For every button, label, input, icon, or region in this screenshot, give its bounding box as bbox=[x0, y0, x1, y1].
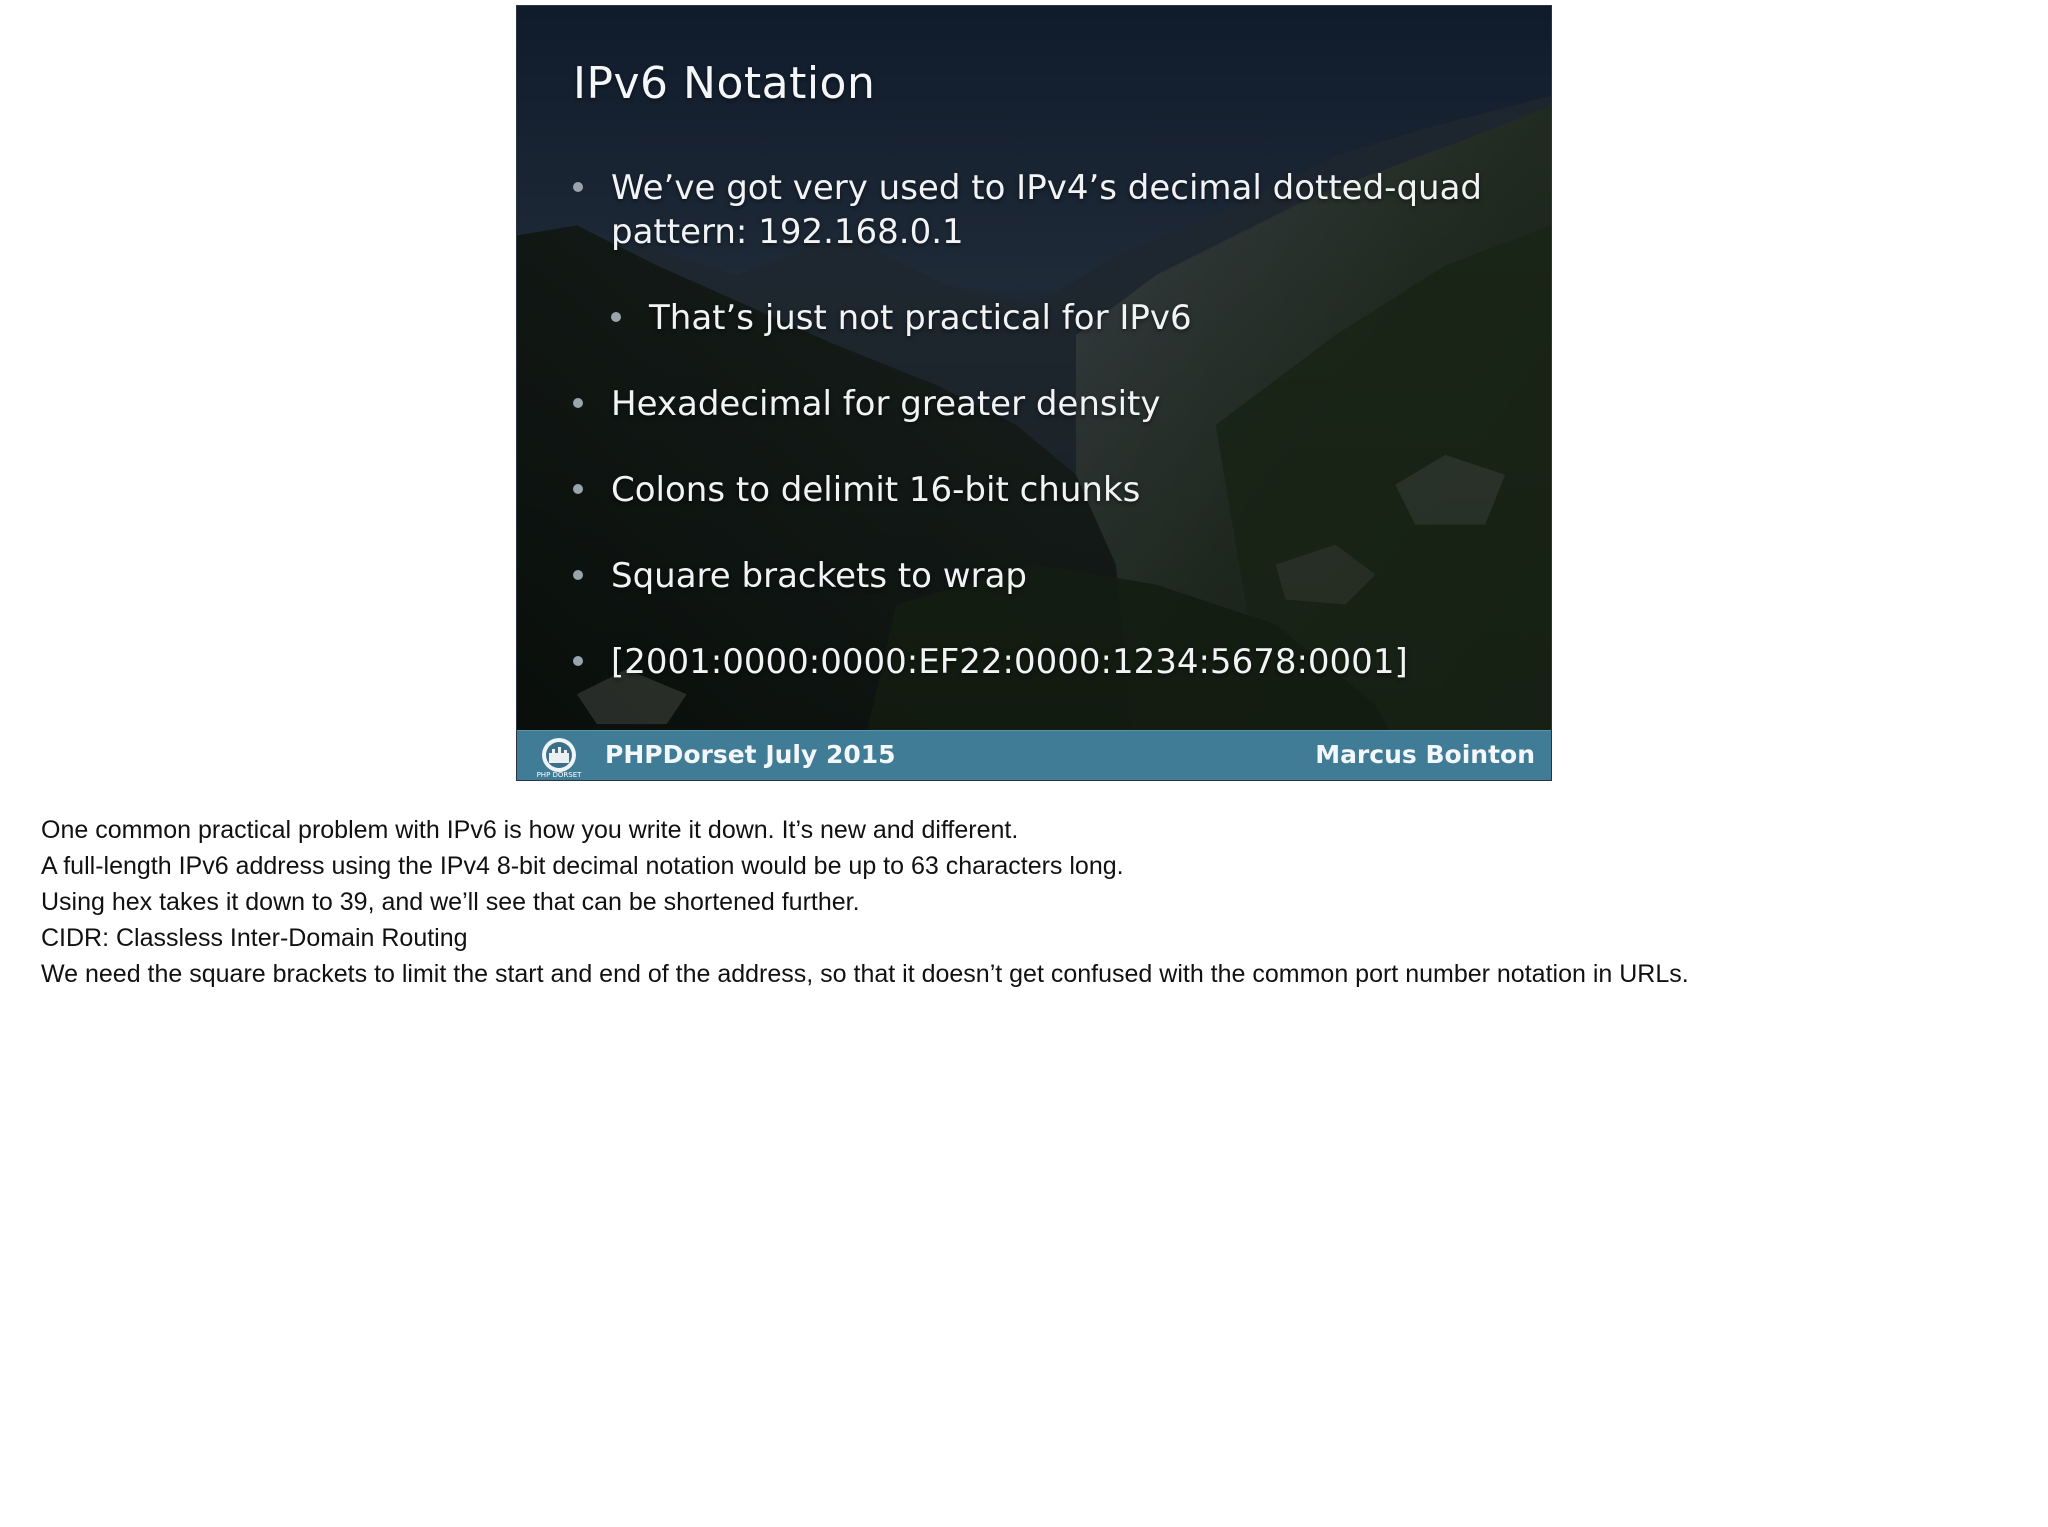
bullet-item bbox=[573, 554, 1513, 598]
bullet-text: [2001:0000:0000:EF22:0000:1234:5678:0001] bbox=[611, 642, 1408, 682]
php-dorset-logo-icon bbox=[531, 735, 587, 779]
note-line: We need the square brackets to limit the start and end of the address, so that it doesn’t get confused with the common port number notation in URLs. bbox=[41, 960, 1689, 988]
bullet-text: Hexadecimal for greater density bbox=[611, 384, 1161, 424]
bullet-text: Colons to delimit 16-bit chunks bbox=[611, 470, 1141, 510]
svg-text:PHP DORSET: PHP DORSET bbox=[536, 771, 582, 779]
bullet-item bbox=[573, 166, 1513, 254]
speaker-notes bbox=[41, 812, 2001, 992]
bullet-dot-icon bbox=[573, 182, 583, 192]
bullet-dot-icon bbox=[573, 398, 583, 408]
note-line: Using hex takes it down to 39, and we’ll see that can be shortened further. bbox=[41, 888, 860, 916]
bullet-dot-icon bbox=[573, 570, 583, 580]
event-name: PHPDorset July 2015 bbox=[605, 740, 896, 769]
note-line: One common practical problem with IPv6 is how you write it down. It’s new and different. bbox=[41, 816, 1019, 844]
bullet-item bbox=[573, 640, 1513, 684]
bullet-dot-icon bbox=[573, 484, 583, 494]
slide-title: IPv6 Notation bbox=[573, 58, 876, 109]
note-line: A full-length IPv6 address using the IPv4 8-bit decimal notation would be up to 63 characters long. bbox=[41, 852, 1124, 880]
bullet-item bbox=[573, 382, 1513, 426]
bullet-dot-icon bbox=[573, 656, 583, 666]
bullet-dot-icon bbox=[611, 312, 621, 322]
bullet-text: That’s just not practical for IPv6 bbox=[649, 298, 1192, 338]
bullet-item bbox=[573, 468, 1513, 512]
sub-bullet-item bbox=[611, 296, 1513, 340]
slide bbox=[516, 5, 1552, 781]
bullet-text: We’ve got very used to IPv4’s decimal dotted-quad pattern: 192.168.0.1 bbox=[611, 168, 1483, 252]
slide-footer bbox=[517, 730, 1551, 780]
bullet-list bbox=[573, 166, 1513, 726]
bullet-text: Square brackets to wrap bbox=[611, 556, 1027, 596]
author-name: Marcus Bointon bbox=[1315, 740, 1535, 769]
note-line: CIDR: Classless Inter-Domain Routing bbox=[41, 924, 468, 952]
